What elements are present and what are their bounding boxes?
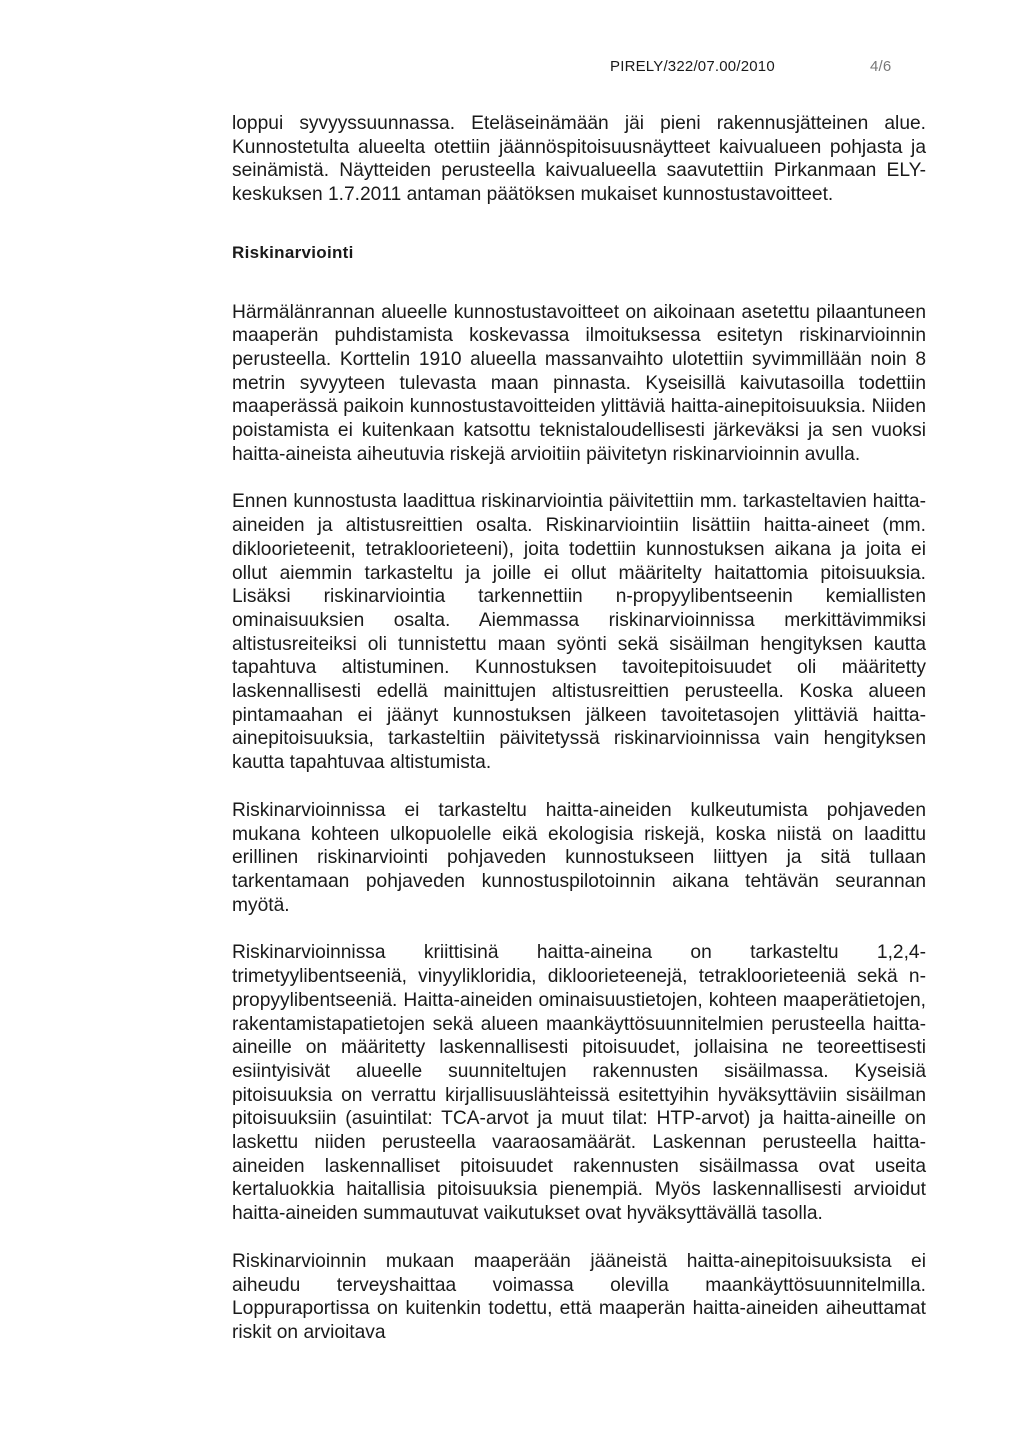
page-header (610, 58, 892, 75)
intro-paragraph: loppui syvyyssuunnassa. Eteläseinämään jäi pieni rakennusjätteinen alue. Kunnostetulta alueelta otettiin jäännöspitoisuusnäytteet kaivualueen pohjasta ja seinämistä. Näytteiden perusteella kaivualueella saavutettiin Pirkanmaan ELY-keskuksen 1.7.2011 antaman päätöksen mukaiset kunnostustavoitteet. (232, 113, 926, 206)
paragraph-5: Riskinarvioinnin mukaan maaperään jääneistä haitta-ainepitoisuuksista ei aiheudu terveyshaittaa voimassa olevilla maankäyttösuunnitelmilla. Loppuraportissa on kuitenkin todettu, että maaperän haitta-aineiden aiheuttamat riskit on arvioitava (232, 1250, 926, 1343)
document-id: PIRELY/322/07.00/2010 (610, 58, 775, 75)
section-heading: Riskinarviointi (232, 242, 354, 262)
page-number: 4/6 (870, 58, 892, 75)
paragraph-3: Riskinarvioinnissa ei tarkasteltu haitta-aineiden kulkeutumista pohjaveden mukana kohteen ulkopuolelle eikä ekologisia riskejä, koska niistä on laadittu erillinen riskinarviointi pohjaveden kunnostukseen liittyen ja sitä tullaan tarkentamaan pohjaveden kunnostuspilotoinnin aikana tehtävän seurannan myötä. (232, 799, 926, 916)
document-body (232, 112, 926, 1345)
paragraph-4: Riskinarvioinnissa kriittisinä haitta-aineina on tarkasteltu 1,2,4-trimetyylibentseeniä, vinyylikloridia, dikloorieteenejä, tetrakloorieteeniä sekä n-propyylibentseeniä. Haitta-aineiden ominaisuustietojen, kohteen maaperätietojen, rakentamistapatietojen sekä alueen maankäyttösuunnitelmien perusteella haitta-aineille on määritetty laskennallisesti pitoisuudet, jollaisina ne teoreettisesti esiintyisivät alueelle suunniteltujen rakennusten sisäilmassa. Kyseisiä pitoisuuksia on verrattu kirjallisuuslähteissä esitettyihin hyväksyttäviin sisäilman pitoisuuksiin (asuintilat: TCA-arvot ja muut tilat: HTP-arvot) ja haitta-aineille on laskettu niiden perusteella vaaraosamäärät. Laskennan perusteella haitta-aineiden laskennalliset pitoisuudet rakennusten sisäilmassa ovat useita kertaluokkia haitallisia pitoisuuksia pienempiä. Myös laskennallisesti arvioidut haitta-aineiden summautuvat vaikutukset ovat hyväksyttävällä tasolla. (232, 942, 926, 1225)
paragraph-1: Härmälänrannan alueelle kunnostustavoitteet on aikoinaan asetettu pilaantuneen maaperän puhdistamista koskevassa ilmoituksessa esitetyn riskinarvioinnin perusteella. Korttelin 1910 alueella massanvaihto ulotettiin syvimmillään noin 8 metrin syvyyteen tulevasta maan pinnasta. Kyseisillä kaivutasoilla todettiin maaperässä paikoin kunnostustavoitteiden ylittäviä haitta-ainepitoisuuksia. Niiden poistamista ei kuitenkaan katsottu teknistaloudellisesti järkeväksi ja sen vuoksi haitta-aineista aiheutuvia riskejä arvioitiin päivitetyn riskinarvioinnin avulla. (232, 301, 926, 465)
paragraph-2: Ennen kunnostusta laadittua riskinarviointia päivitettiin mm. tarkasteltavien haitta-aineiden ja altistusreittien osalta. Riskinarviointiin lisättiin haitta-aineet (mm. dikloorieteenit, tetrakloorieteeni), joita todettiin kunnostuksen aikana ja joita ei ollut aiemmin tarkasteltu ja joille ei ollut määritelty haitattomia pitoisuuksia. Lisäksi riskinarviointia tarkennettiin n-propyylibentseenin kemiallisten ominaisuuksien osalta. Aiemmassa riskinarvioinnissa merkittävimmiksi altistusreiteiksi oli tunnistettu maan syönti sekä sisäilman hengityksen kautta tapahtuva altistuminen. Kunnostuksen tavoitepitoisuudet oli määritetty laskennallisesti edellä mainittujen altistusreittien perusteella. Koska alueen pintamaahan ei jäänyt kunnostuksen jälkeen tavoitetasojen ylittäviä haitta-ainepitoisuuksia, tarkasteltiin päivitetyssä riskinarvioinnissa vain hengityksen kautta tapahtuvaa altistumista. (232, 491, 926, 774)
